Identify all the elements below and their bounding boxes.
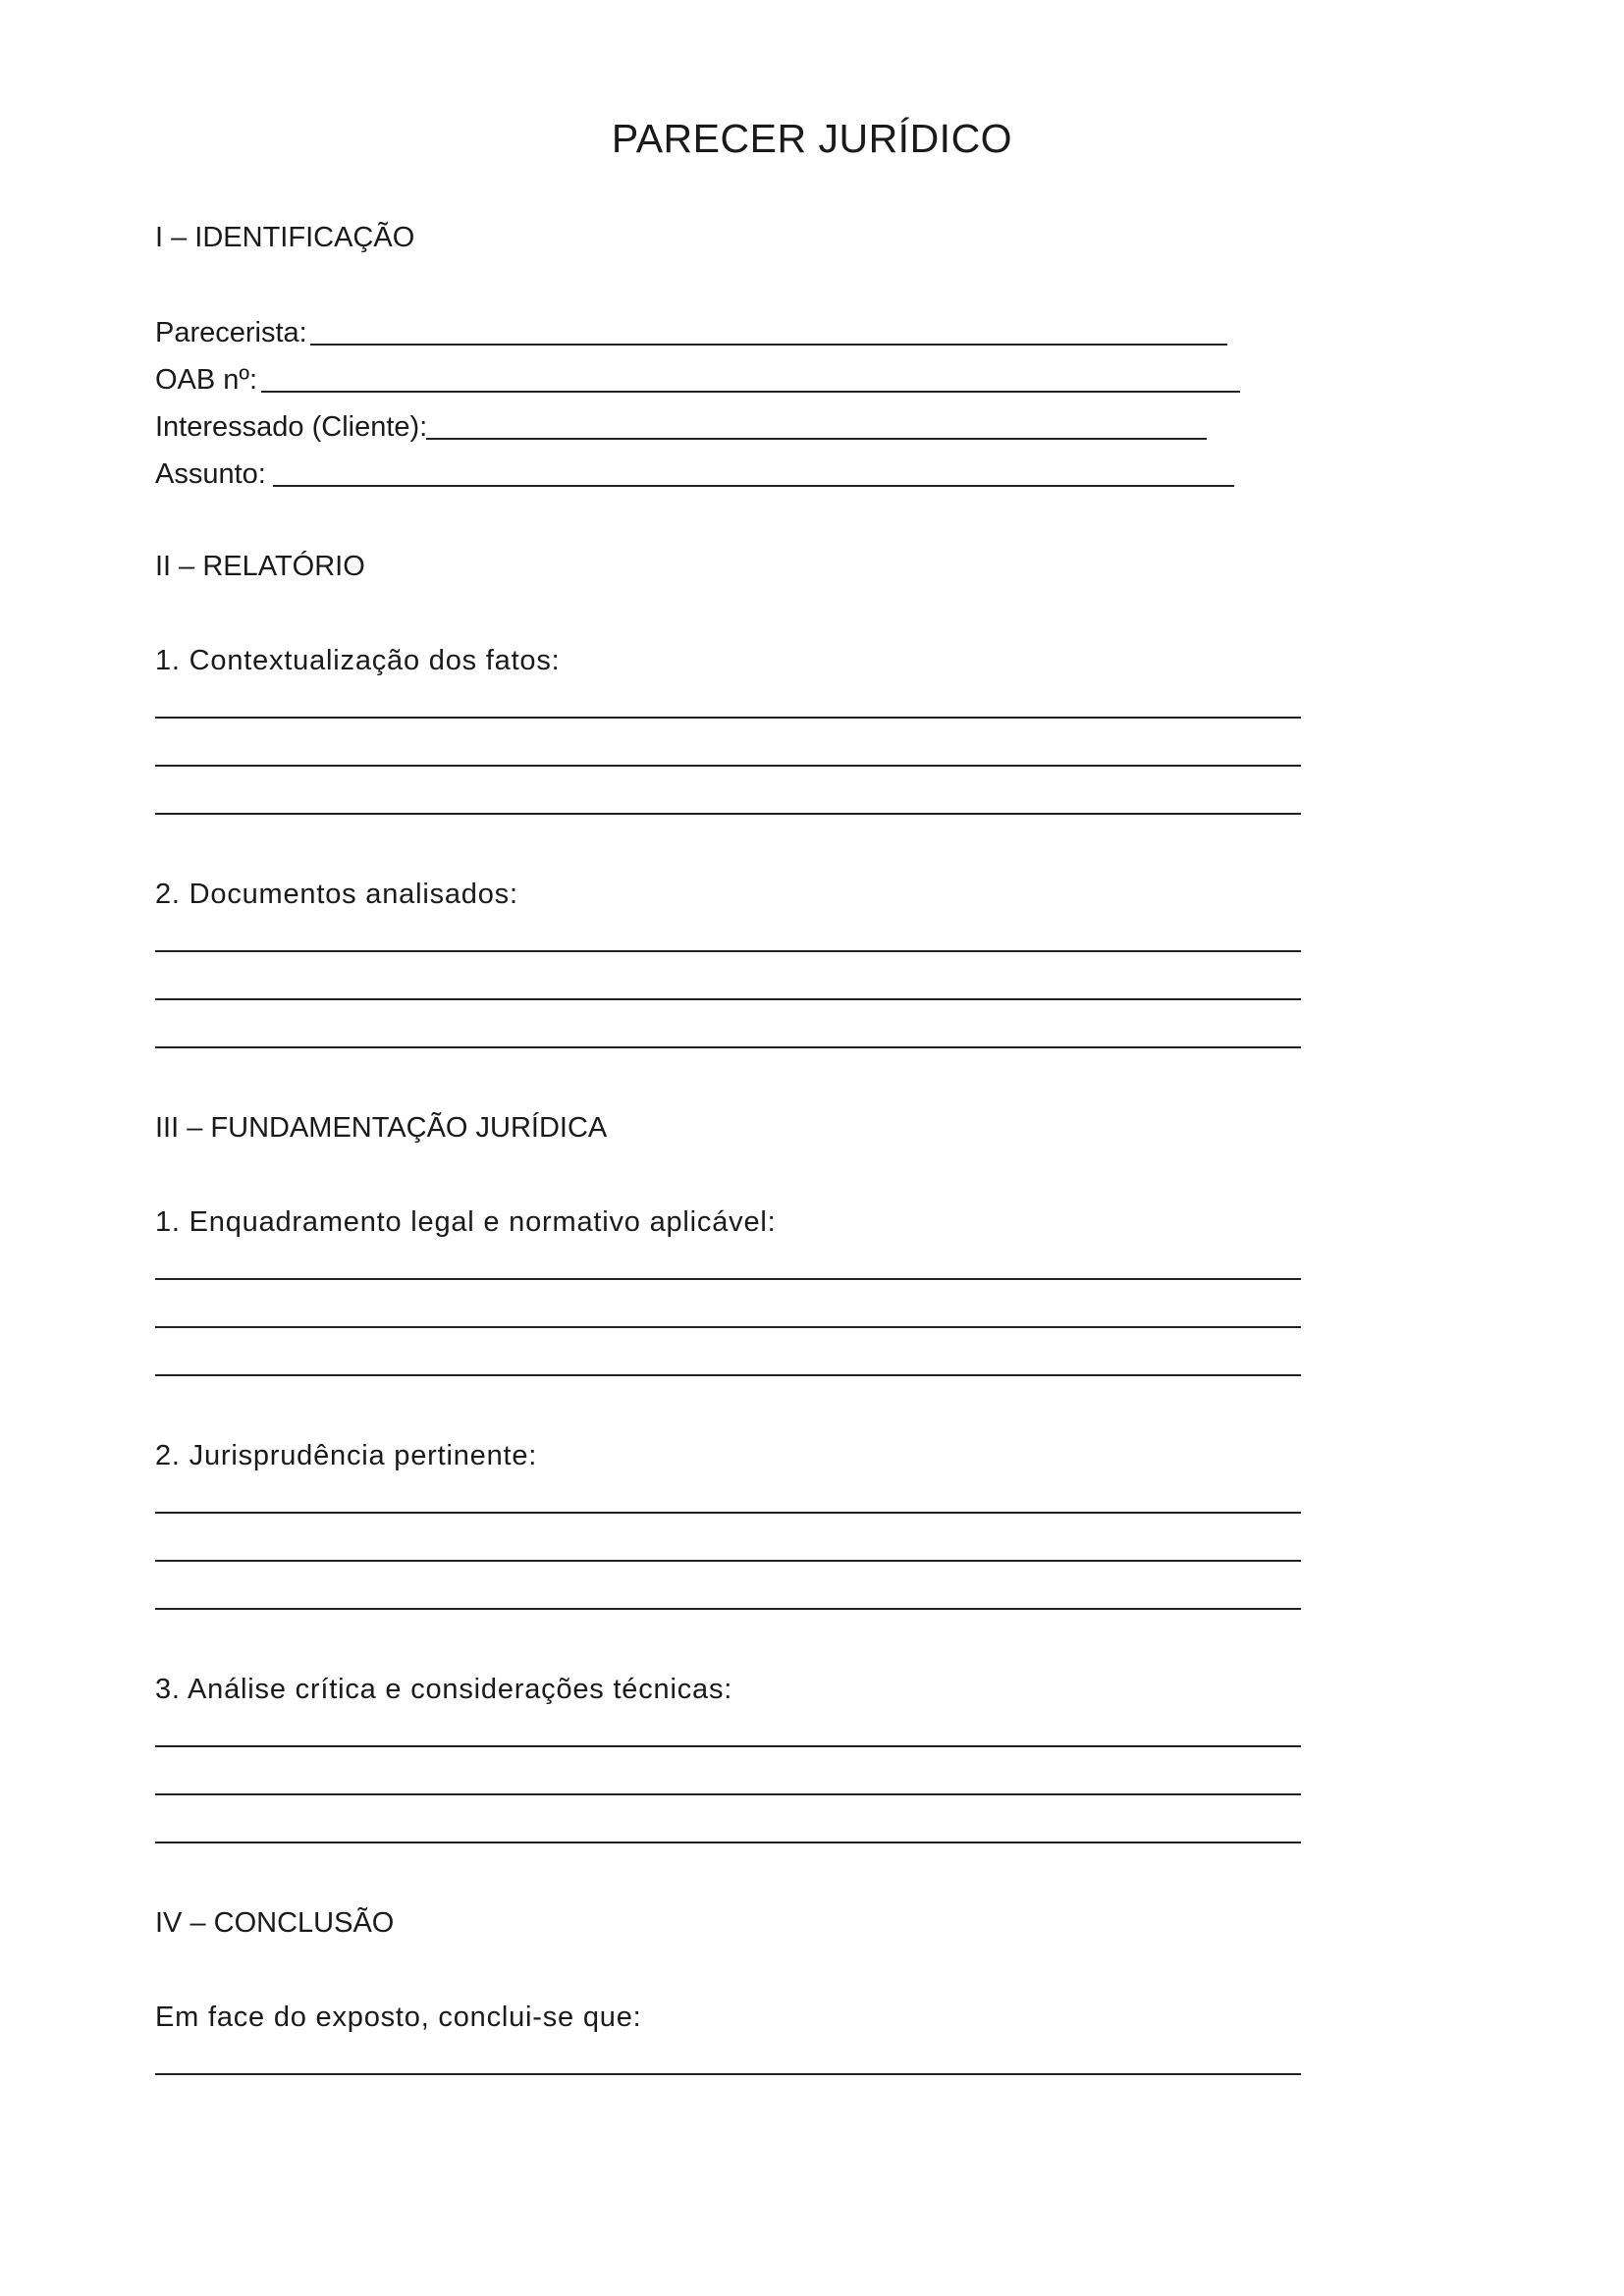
jurisprudencia-label: 2. Jurisprudência pertinente: [155, 1440, 538, 1471]
conclusao-label: Em face do exposto, conclui-se que: [155, 2002, 642, 2033]
document-title: PARECER JURÍDICO [611, 116, 1013, 161]
enquadramento-line-2[interactable] [155, 1326, 1301, 1328]
contextualizacao-label: 1. Contextualização dos fatos: [155, 645, 561, 676]
section-heading-conclusao: IV – CONCLUSÃO [155, 1907, 395, 1939]
analise-line-1[interactable] [155, 1745, 1301, 1747]
enquadramento-line-1[interactable] [155, 1278, 1301, 1280]
analise-label: 3. Análise crítica e considerações técnicas: [155, 1674, 733, 1705]
contextualizacao-line-1[interactable] [155, 717, 1301, 719]
jurisprudencia-line-1[interactable] [155, 1512, 1301, 1514]
enquadramento-line-3[interactable] [155, 1374, 1301, 1376]
assunto-label: Assunto: [155, 458, 266, 490]
parecerista-field[interactable] [310, 344, 1227, 346]
oab-field[interactable] [261, 391, 1240, 393]
section-heading-fundamentacao: III – FUNDAMENTAÇÃO JURÍDICA [155, 1112, 608, 1144]
documentos-line-2[interactable] [155, 998, 1301, 1000]
interessado-label: Interessado (Cliente): [155, 411, 428, 443]
contextualizacao-line-3[interactable] [155, 813, 1301, 815]
jurisprudencia-line-2[interactable] [155, 1560, 1301, 1562]
documentos-line-1[interactable] [155, 950, 1301, 952]
oab-label: OAB nº: [155, 364, 258, 396]
analise-line-3[interactable] [155, 1842, 1301, 1843]
parecerista-label: Parecerista: [155, 317, 307, 348]
conclusao-line-1[interactable] [155, 2073, 1301, 2075]
section-heading-relatorio: II – RELATÓRIO [155, 551, 365, 582]
analise-line-2[interactable] [155, 1793, 1301, 1795]
documentos-label: 2. Documentos analisados: [155, 879, 518, 910]
section-heading-identificacao: I – IDENTIFICAÇÃO [155, 222, 415, 253]
jurisprudencia-line-3[interactable] [155, 1608, 1301, 1610]
assunto-field[interactable] [273, 485, 1234, 487]
contextualizacao-line-2[interactable] [155, 765, 1301, 767]
interessado-field[interactable] [426, 438, 1207, 440]
documentos-line-3[interactable] [155, 1046, 1301, 1048]
enquadramento-label: 1. Enquadramento legal e normativo aplicável: [155, 1206, 777, 1238]
